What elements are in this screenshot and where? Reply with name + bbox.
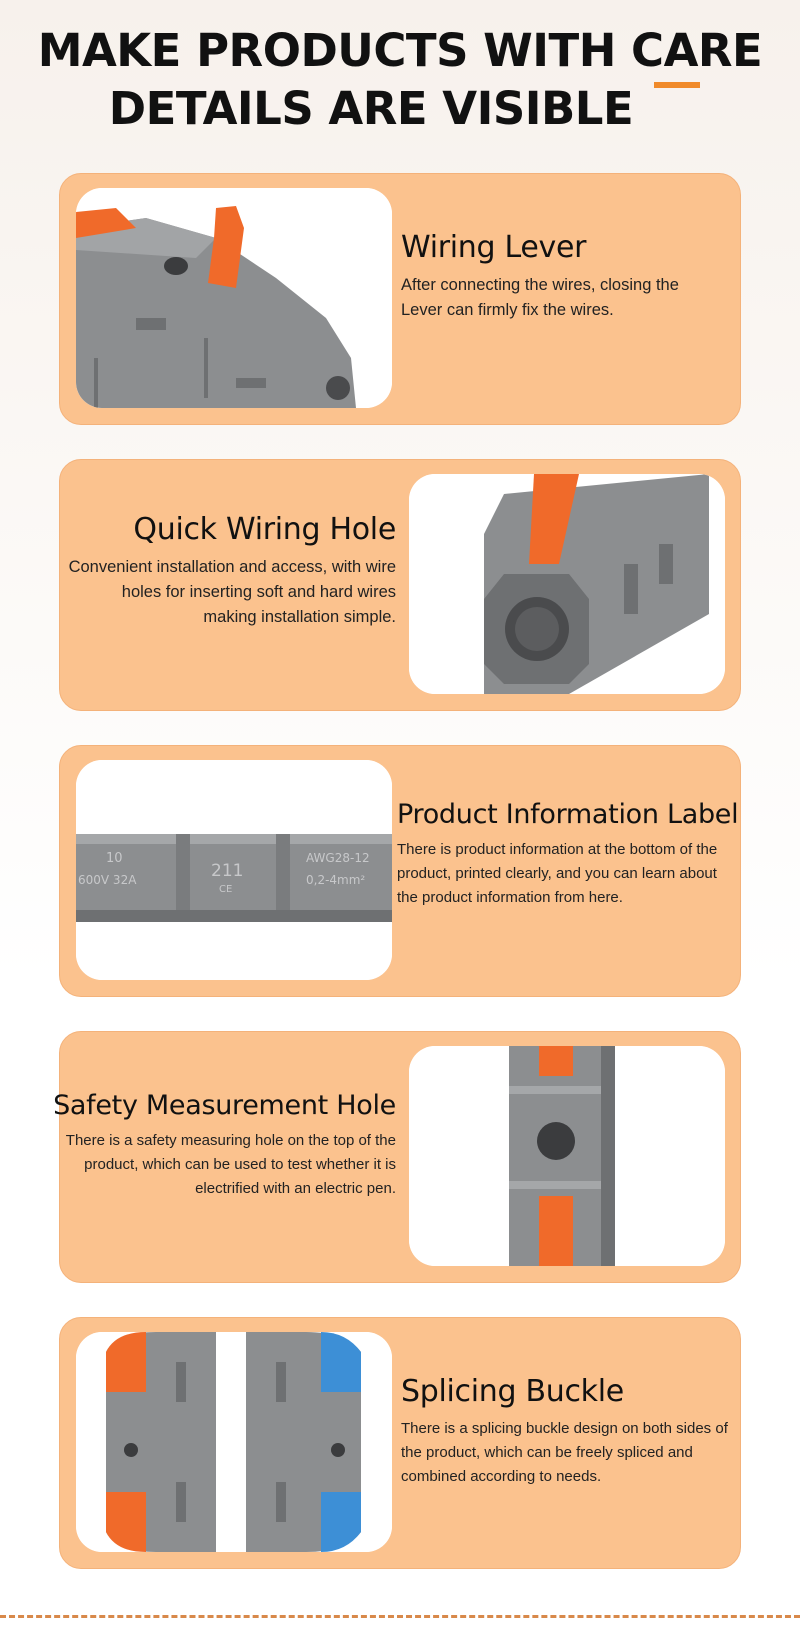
feature-card-product-information-label <box>59 745 741 997</box>
card-title: Quick Wiring Hole <box>133 512 396 547</box>
safety-hole-photo <box>409 1046 725 1266</box>
label-center-mark: CE <box>219 884 233 895</box>
page-header <box>0 22 800 138</box>
desc-line: product, printed clearly, and you can learn about <box>397 865 717 882</box>
splicing-buckle-photo <box>76 1332 392 1552</box>
desc-line: There is a safety measuring hole on the top of the <box>65 1132 396 1149</box>
wiring-lever-photo <box>76 188 392 408</box>
desc-line: the product information from here. <box>397 889 623 906</box>
desc-line: product, which can be used to test whether it is <box>84 1156 396 1173</box>
bottom-dashed-divider <box>0 1615 800 1618</box>
quick-wiring-hole-photo <box>409 474 725 694</box>
card-title: Safety Measurement Hole <box>53 1090 396 1121</box>
page-title-line-1: MAKE PRODUCTS WITH CARE <box>37 24 763 77</box>
card-description <box>401 1417 728 1489</box>
safety-hole-text <box>53 1090 396 1201</box>
desc-line: combined according to needs. <box>401 1468 602 1485</box>
label-left-bottom: 600V 32A <box>78 873 137 887</box>
splicing-buckle-text <box>401 1374 728 1489</box>
desc-line: There is a splicing buckle design on both sides of <box>401 1420 728 1437</box>
card-title: Splicing Buckle <box>401 1374 624 1409</box>
desc-line: the product, which can be freely spliced and <box>401 1444 693 1461</box>
desc-line: Lever can firmly fix the wires. <box>401 301 614 319</box>
card-title: Product Information Label <box>397 799 739 830</box>
label-right-bottom: 0,2-4mm² <box>306 873 366 887</box>
label-center: 211 <box>211 861 244 881</box>
product-label-photo <box>76 760 392 980</box>
page-title-line-2: DETAILS ARE VISIBLE <box>108 82 634 135</box>
card-description <box>69 555 396 630</box>
card-description <box>53 1129 396 1201</box>
card-title: Wiring Lever <box>401 230 587 265</box>
desc-line: electrified with an electric pen. <box>195 1180 396 1197</box>
desc-line: Convenient installation and access, with wire <box>68 558 396 576</box>
feature-card-safety-measurement-hole <box>53 1031 741 1283</box>
quick-wiring-hole-text <box>69 512 396 630</box>
feature-card-quick-wiring-hole <box>59 459 741 711</box>
label-right-top: AWG28-12 <box>306 851 370 865</box>
wiring-lever-text <box>401 230 679 323</box>
desc-line: There is product information at the bottom of the <box>397 841 718 858</box>
desc-line: After connecting the wires, closing the <box>401 276 679 294</box>
card-description <box>401 273 679 323</box>
card-description <box>397 838 738 910</box>
feature-card-wiring-lever <box>59 173 741 425</box>
label-left-top: 10 <box>106 851 123 866</box>
feature-card-splicing-buckle <box>59 1317 741 1569</box>
desc-line: holes for inserting soft and hard wires <box>121 583 396 601</box>
title-accent-dash <box>654 82 700 88</box>
product-label-text <box>397 799 738 910</box>
desc-line: making installation simple. <box>203 608 396 626</box>
